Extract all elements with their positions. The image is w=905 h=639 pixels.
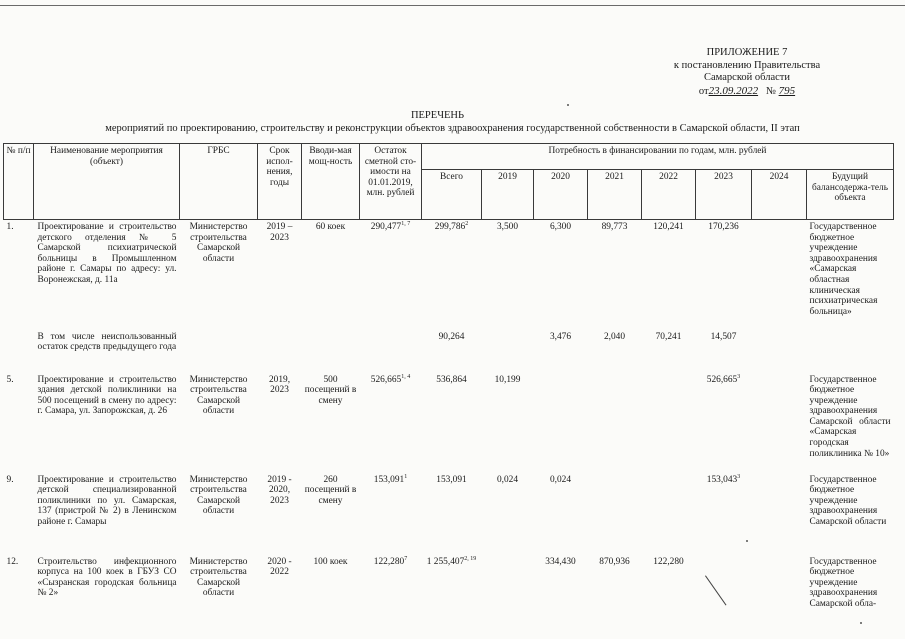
row-term: 2019, 2023 (268, 374, 291, 396)
header-2022: 2022 (642, 170, 696, 220)
row-2019 (482, 555, 534, 625)
row-grbs: Министерство строительства Самарской области (189, 222, 248, 264)
appendix-subtitle: к постановлению Правительства (673, 59, 821, 71)
header-name: Наименование мероприятия (объект) (34, 144, 180, 220)
measures-table (3, 143, 894, 625)
row-2022 (642, 373, 696, 473)
header-2021: 2021 (588, 170, 642, 220)
row-holder (807, 330, 894, 373)
table-row (4, 555, 894, 625)
table-row (4, 473, 894, 555)
row-name: В том числе неиспользованный остаток средств предыдущего года (37, 331, 177, 353)
row-2022: 122,280 (653, 556, 684, 567)
row-2019: 10,199 (494, 374, 521, 385)
header-remain: Остаток сметной сто-имости на 01.01.2019, млн. рублей (360, 144, 422, 220)
scan-speck (860, 622, 862, 624)
header-total: Всего (422, 170, 482, 220)
row-name: Проектирование и строительство детского отделения № 5 Самарской психиатрической больницы в Промышленном районе г. Самары по адресу: ул. Воронежская, д. 11а (37, 222, 177, 285)
row-grbs (180, 330, 258, 373)
row-capacity: 260 посещений в смену (304, 474, 357, 506)
row-term: 2019 - 2020, 2023 (267, 474, 292, 506)
header-capacity: Вводи-мая мощ-ность (302, 144, 360, 220)
table-row (4, 220, 894, 330)
appendix-block (637, 47, 857, 98)
row-term (258, 330, 302, 373)
row-2019: 3,500 (496, 222, 519, 232)
row-capacity (302, 330, 360, 373)
row-capacity: 60 коек (315, 222, 346, 232)
row-grbs: Министерство строительства Самарской области (189, 374, 248, 417)
top-rule (0, 5, 905, 6)
header-2019: 2019 (482, 170, 534, 220)
appendix-date-line: от23.09.2022 № 795 (698, 84, 796, 97)
row-2024 (752, 220, 807, 330)
header-2023: 2023 (696, 170, 752, 220)
row-2021: 2,040 (603, 331, 626, 342)
row-2019: 0,024 (496, 474, 519, 485)
row-2021: 89,773 (601, 222, 628, 232)
row-name: Проектирование и строительство здания детской поликлиники на 500 посещений в смену по адресу: г. Самара, ул. Запорожская, д. 26 (37, 374, 177, 417)
row-2019 (482, 330, 534, 373)
row-2023: 526,665$^3$ (706, 373, 741, 385)
row-term: 2020 - 2022 (267, 556, 292, 578)
row-name: Проектирование и строительство детской специализированной поликлиники по ул. Самарская, 137 (пристрой № 2) в Ленинском районе г. Самары (37, 474, 177, 527)
row-term: 2019 – 2023 (266, 222, 293, 243)
row-num (4, 330, 34, 373)
header-grbs: ГРБС (180, 144, 258, 220)
row-num: 1. (6, 222, 14, 232)
row-2024 (752, 373, 807, 473)
row-total: 1 255,407$^{2, 19}$ (426, 555, 477, 567)
table-row (4, 330, 894, 373)
row-capacity: 100 коек (313, 556, 348, 567)
row-2024 (752, 330, 807, 373)
row-remain (360, 330, 422, 373)
row-2022 (642, 473, 696, 555)
footnote-ref: 1 (404, 473, 408, 480)
row-2023: 170,236 (708, 222, 739, 232)
row-2022: 120,241 (653, 222, 684, 232)
row-total: 90,264 (438, 331, 465, 342)
header-financing: Потребность в финансировании по годам, млн. рублей (422, 144, 894, 170)
row-2021 (588, 373, 642, 473)
row-2020: 6,300 (549, 222, 572, 232)
header-2024: 2024 (752, 170, 807, 220)
footnote-ref: 7 (404, 555, 408, 562)
row-num: 5. (6, 374, 14, 385)
table-row (4, 373, 894, 473)
row-num: 9. (6, 474, 14, 485)
row-holder: Государственное бюджетное учреждение здравоохранения «Самарская областная клиническая психиатрическая больница» (809, 222, 878, 317)
row-total: 153,091 (436, 474, 467, 485)
row-num: 12. (6, 556, 19, 567)
header-holder: Будущий балансодержа-тель объекта (807, 170, 894, 220)
row-remain: 290,477$^{1, 7}$ (370, 220, 411, 232)
appendix-date: 23.09.2022 (708, 84, 759, 97)
row-remain: 526,665$^{1, 4}$ (370, 373, 411, 385)
row-capacity: 500 посещений в смену (304, 374, 357, 406)
document-title: ПЕРЕЧЕНЬ (410, 110, 465, 121)
row-2020: 0,024 (549, 474, 572, 485)
row-holder: Государственное бюджетное учреждение здравоохранения Самарской области «Самарская городская поликлиника № 10» (809, 374, 891, 459)
row-holder: Государственное бюджетное учреждение здравоохранения Самарской обла- (809, 556, 878, 609)
row-2022: 70,241 (655, 331, 682, 342)
scan-speck (567, 104, 569, 106)
appendix-title: ПРИЛОЖЕНИЕ 7 (706, 47, 788, 58)
footnote-ref: 1, 7 (401, 220, 411, 227)
row-2024 (752, 555, 807, 625)
document-subtitle: мероприятий по проектированию, строительству и реконструкции объектов здравоохранения государственной собственности в Самарской области, II этап (105, 123, 800, 134)
header-num: № п/п (4, 144, 34, 220)
footnote-ref: 2 (465, 220, 469, 227)
row-name: Строительство инфекционного корпуса на 100 коек в ГБУЗ СО «Сызранская городская больница № 2» (37, 556, 177, 599)
row-2023: 153,043$^3$ (706, 473, 741, 485)
row-grbs: Министерство строительства Самарской области (189, 474, 248, 517)
row-2021: 870,936 (599, 556, 630, 567)
row-2021 (588, 473, 642, 555)
appendix-number: 795 (778, 84, 796, 97)
scan-speck (746, 540, 748, 542)
row-2023 (696, 555, 752, 625)
row-holder: Государственное бюджетное учреждение здравоохранения Самарской области (809, 474, 887, 527)
footnote-ref: 1, 4 (401, 373, 411, 380)
row-2020: 3,476 (549, 331, 572, 342)
row-2020 (534, 373, 588, 473)
footnote-ref: 2, 19 (464, 555, 477, 562)
row-total: 536,864 (436, 374, 467, 385)
row-2020: 334,430 (545, 556, 576, 567)
row-total: 299,786$^2$ (434, 220, 469, 232)
row-grbs: Министерство строительства Самарской области (189, 556, 248, 599)
row-remain: 153,091$^1$ (373, 473, 408, 485)
footnote-ref: 3 (737, 373, 741, 380)
header-term: Срок испол-нения, годы (258, 144, 302, 220)
header-2020: 2020 (534, 170, 588, 220)
appendix-region: Самарской области (704, 72, 790, 83)
footnote-ref: 3 (737, 473, 741, 480)
row-remain: 122,280$^7$ (373, 555, 408, 567)
row-2024 (752, 473, 807, 555)
row-2023: 14,507 (710, 331, 737, 342)
